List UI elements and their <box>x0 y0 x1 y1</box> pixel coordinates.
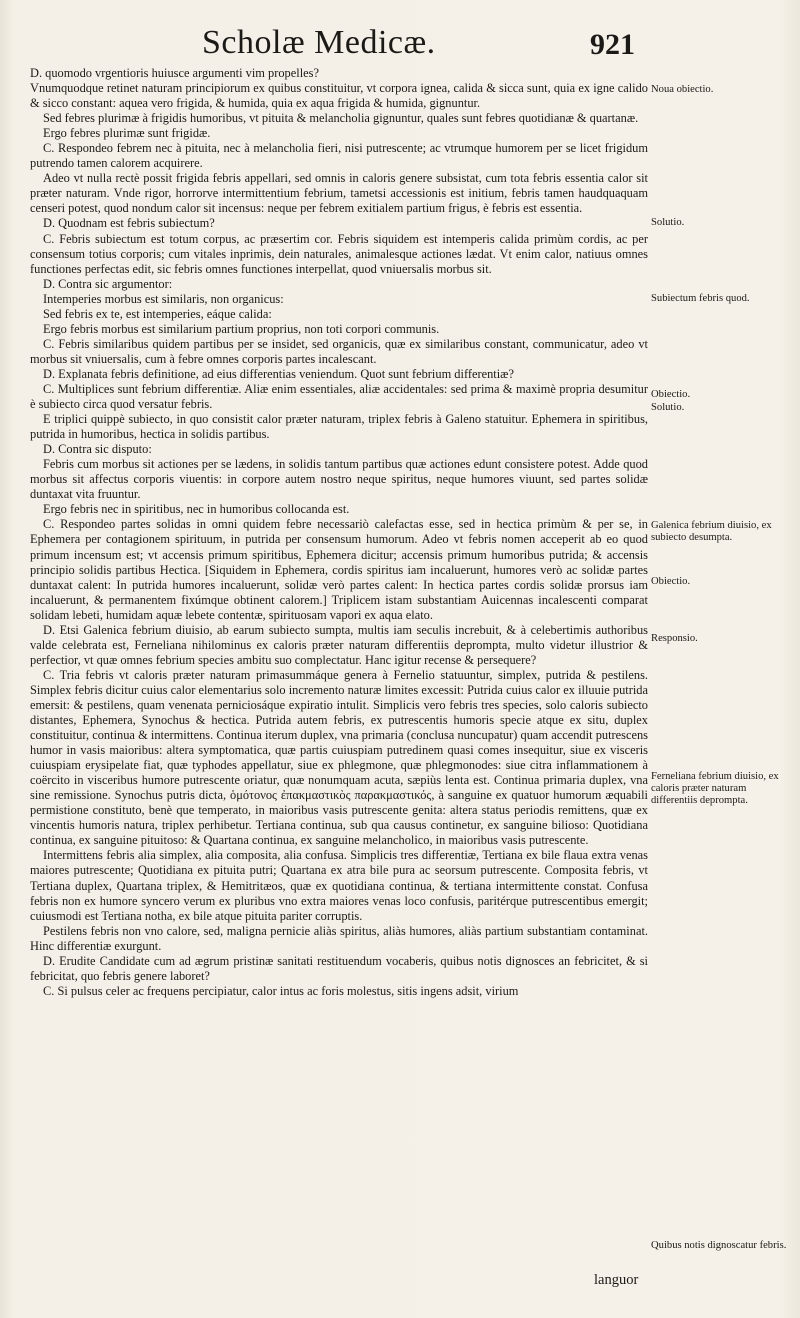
paragraph: C. Febris similaribus quidem partibus per se insidet, sed organicis, quæ ex similaribus constant, communicatur, adeo vt morbus sit vniuersalis, cum à febre omnes corporis partes incalescant. <box>30 336 648 366</box>
paragraph: Ergo febres plurimæ sunt frigidæ. <box>43 126 211 141</box>
margin-note: Quibus notis dignoscatur febris. <box>651 1240 787 1251</box>
margin-note: Ferneliana febrium diuisio, ex caloris præter naturam differentiis deprompta. <box>651 771 779 806</box>
margin-note: Solutio. <box>651 402 685 413</box>
catchword: languor <box>594 1272 639 1288</box>
margin-note: Responsio. <box>651 633 698 644</box>
paragraph: Sed febres plurimæ à frigidis humoribus, vt pituita & melancholia gignuntur, quales sunt febres quotidianæ & quartanæ. <box>43 111 639 126</box>
paragraph: D. Contra sic disputo: <box>43 442 152 457</box>
paragraph: Intermittens febris alia simplex, alia composita, alia confusa. Simplicis tres differentiæ, Tertiana ex bile flaua extra venas maiores putrescente; Quotidiana ex pituita putri; Quartana ex atra bile pura ac seorsum putrescente. Composita febris, vt Tertiana duplex, Quartana triplex, & Hemitritæos, quæ ex quotidiana continua, & tertiana intermittente constat. Confusa febris non ex humore syncero verum ex pluribus vno extra maiores venas loco confusis, paritérque putrescentibus emergit; cuiusmodi est Tertiana notha, ex bile atque pituita pariter corruptis. <box>30 848 648 923</box>
margin-note: Galenica febrium diuisio, ex subiecto desumpta. <box>651 520 772 543</box>
paragraph: C. Si pulsus celer ac frequens percipiatur, calor intus ac foris molestus, sitis ingens adsit, virium <box>43 983 519 998</box>
paragraph: C. Respondeo partes solidas in omni quidem febre necessariò calefactas esse, sed in hectica primùm & per se, in Ephemera per contagionem spirituum, in putrida per consensum humorum. Adeo vt febris nomen acceperit ab eo quod primum incensum est; vt accensis primum spiritibus, Ephemera dicitur; accensis primum humoribus putrida; & accensis principio solidis partibus Hectica. [Siquidem in Ephemera, cordis spiritus iam incaluerunt, humores verò ac solidæ partes duntaxat calent: In putrida humores incaluerunt, solidæ verò partes calent: In hectica partes cordis solidæ prorsus iam incaluerunt, & permanentem fixúmque obtinent calorem.] Triplicem istam substantiam Auicennas incalescenti comparat solidam lebeti, humidam aquæ lebete contentæ, spirituosam vapori ex aqua elato. <box>30 517 648 622</box>
margin-note: Subiectum febris quod. <box>651 293 750 304</box>
paragraph: D. Explanata febris definitione, ad eius differentias veniendum. Quot sunt febrium differentiæ? <box>43 366 514 381</box>
paragraph: C. Febris subiectum est totum corpus, ac præsertim cor. Febris siquidem est intemperis calida primùm cordis, ac per consensum totius corporis; cum vitales inprimis, dein naturales, animalesque actiones lædat. Vt enim calor, natiuus omnes functiones perfectas edit, sic febris omnes functiones interpellat, quod vniuersalis morbus sit. <box>30 231 648 276</box>
paragraph: Ergo febris morbus est similarium partium proprius, non toti corpori communis. <box>43 321 440 336</box>
body-text <box>30 66 648 999</box>
page-title: Scholæ Medicæ. <box>202 24 436 61</box>
paragraph: Sed febris ex te, est intemperies, eáque calida: <box>43 306 272 321</box>
margin-note: Solutio. <box>651 217 685 228</box>
paragraph: E triplici quippè subiecto, in quo consistit calor præter naturam, triplex febris à Galeno statuitur. Ephemera in spiritibus, putrida in humoribus, hectica in solidis partibus. <box>30 412 648 442</box>
page-number: 921 <box>590 28 635 61</box>
paragraph: Adeo vt nulla rectè possit frigida febris appellari, sed omnis in caloris genere subsistat, cum tota febris essentia calor sit præter naturam. Vnde rigor, horrorve intermittentium febrium, tametsi accessionis est initium, febris tamen haudquaquam censeri potest, quod nondum calor sit incensus: neque per febrem exitialem partium frigus, è febris est essentia. <box>30 171 648 216</box>
paragraph: C. Tria febris vt caloris præter naturam primasummáque genera à Fernelio statuuntur, simplex, putrida & pestilens. Simplex febris dicitur cuius calor elementarius solo incremento naturæ limites excessit: Putrida cuius calor ex illuuie putrida emersit: & pestilens, quam venenata perniciosáque expiratio intulit. Simplicis vero febris tres species, solo caloris subiecto distantes, Ephemera, Synochus & hectica. Putrida autem febris, ex putrescentis humoris specie atque ex situ, duplex constituitur, continua & intermittens. Continua iterum duplex, vna primaria (conclusa nuncupatur) quam accendit putrescens humor in vasis maioribus: altera symptomatica, quæ partis cuiuspiam putredinem quasi comes insequitur, siue ex visceris cuiuspiam erysipelate fiat, quæ typhodes appellatur, siue ex phlegmone, quæ phlegmonodes: siue citra inflammationem à coërcito in visceribus humore putrescente oriatur, quæ nonumquam acuta, sæpiùs lenta est. Continua primaria duplex, vna sine remissione. Synochus putris dicta, ὁμότονος ἐπακμαστικὸς παρακμαστικός, à sanguine ex quatuor humorum æquabili permistione constituto, benè que temperato, in maioribus vasis putrescente genita: altera status periodis remittens, quæ ex vincentis humoris natura, triplex perhibetur. Tertiana continua, sub qua causus continetur, ex sanguine bilioso: Quotidiana continua, ex sanguine pituitoso: & Quartana continua, ex sanguine melancholico, in maioribus vasis putrescente. <box>30 667 648 848</box>
paragraph: D. Contra sic argumentor: <box>43 276 173 291</box>
margin-note: Noua obiectio. <box>651 84 714 95</box>
paragraph: Pestilens febris non vno calore, sed, maligna pernicie aliàs spiritus, aliàs humores, aliàs partium substantiam contaminat. Hinc differentiæ exurgunt. <box>30 923 648 953</box>
running-header <box>190 20 670 64</box>
paragraph: Febris cum morbus sit actiones per se lædens, in solidis tantum partibus quæ actiones edunt consistere potest. Adde quod morbus sit affectus corporis viuentis: in corpore autem nostro neque spiritus, neque humores viuunt, sed partes solidæ duntaxat vita fruuntur. <box>30 457 648 502</box>
paragraph: Ergo febris nec in spiritibus, nec in humoribus collocanda est. <box>43 502 350 517</box>
paragraph: C. Multiplices sunt febrium differentiæ. Aliæ enim essentiales, aliæ accidentales: sed prima & maximè propria desumitur è subiecto circa quod versatur febris. <box>30 381 648 412</box>
paragraph: D. quomodo vrgentioris huiusce argumenti vim propelles? <box>30 66 319 80</box>
paragraph: D. Quodnam est febris subiectum? <box>43 216 215 231</box>
margin-note: Obiectio. <box>651 389 691 400</box>
paragraph: D. Etsi Galenica febrium diuisio, ab earum subiecto sumpta, multis iam seculis increbuit, & à celebertimis authoribus valde celebrata est, Ferneliana nihilominus ex caloris præter naturam differentiis deprompta, multo videtur illustrior & perfectior, vt quæ omnes febrium species ambitu suo complectatur. Hanc igitur recense & persequere? <box>30 622 648 667</box>
paragraph: D. Erudite Candidate cum ad ægrum pristinæ sanitati restituendum vocaberis, quibus notis dignosces an febricitet, & si febricitat, quo febris genere laboret? <box>30 953 648 983</box>
paragraph: Vnumquodque retinet naturam principiorum ex quibus constituitur, vt corpora ignea, calida & sicca sunt, quia ex igne calido & sicco constant: aquea vero frigida, & humida, quia ex aqua frigida & humida, gignuntur. <box>30 81 648 111</box>
paragraph: Intemperies morbus est similaris, non organicus: <box>43 291 284 306</box>
paragraph: C. Respondeo febrem nec à pituita, nec à melancholia fieri, nisi putrescente; ac vtrumque humorem per se licet frigidum putrendo tamen calorem acquirere. <box>30 141 648 171</box>
margin-note: Obiectio. <box>651 576 691 587</box>
